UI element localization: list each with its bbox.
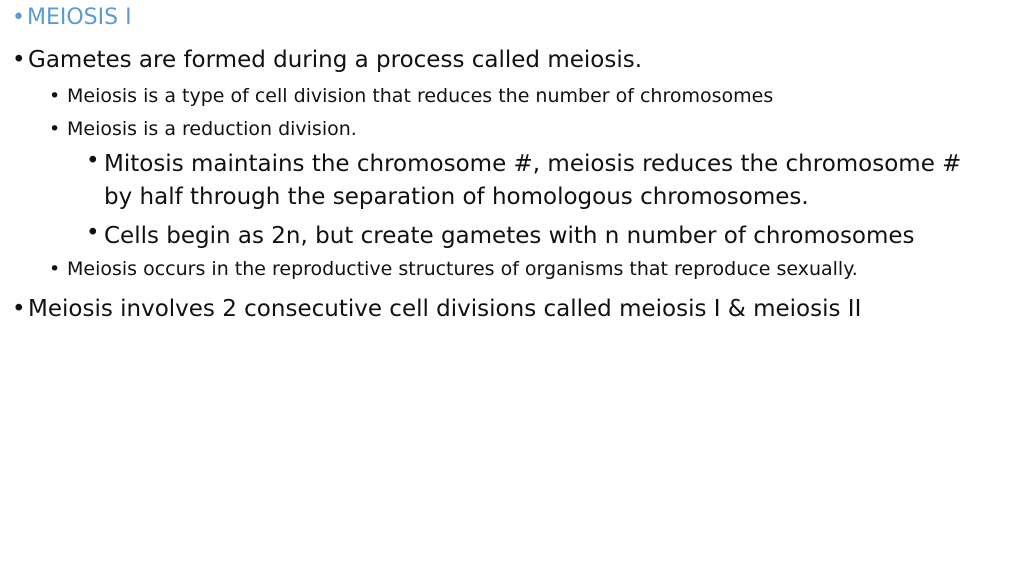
bullet-text: Meiosis is a reduction division. [67, 118, 357, 140]
bullet-item-level2 [49, 118, 357, 140]
slide-heading [12, 5, 132, 30]
bullet-item-level2 [49, 85, 773, 107]
bullet-icon: • [49, 85, 61, 107]
bullet-item-level1 [12, 296, 861, 322]
bullet-item-level3 [86, 220, 915, 253]
bullet-item-level3 [86, 148, 961, 214]
bullet-text-line: Mitosis maintains the chromosome #, meiosis reduces the chromosome # [104, 151, 962, 177]
bullet-text-line: by half through the separation of homologous chromosomes. [104, 184, 809, 210]
bullet-text: Gametes are formed during a process called meiosis. [28, 47, 643, 73]
bullet-text [104, 148, 961, 214]
heading-text: MEIOSIS I [27, 5, 132, 30]
bullet-text: Meiosis is a type of cell division that reduces the number of chromosomes [67, 85, 774, 107]
bullet-icon: • [12, 5, 25, 30]
bullet-icon: • [12, 296, 26, 322]
bullet-item-level2 [49, 258, 858, 280]
bullet-item-level1 [12, 47, 642, 73]
bullet-text: Cells begin as 2n, but create gametes with n number of chromosomes [104, 223, 915, 249]
bullet-icon: • [49, 258, 61, 280]
bullet-icon: • [12, 47, 26, 73]
bullet-text: Meiosis occurs in the reproductive structures of organisms that reproduce sexually. [67, 258, 858, 280]
bullet-icon: • [86, 220, 100, 246]
bullet-icon: • [86, 148, 100, 174]
bullet-icon: • [49, 118, 61, 140]
bullet-text: Meiosis involves 2 consecutive cell divisions called meiosis I & meiosis II [28, 296, 862, 322]
